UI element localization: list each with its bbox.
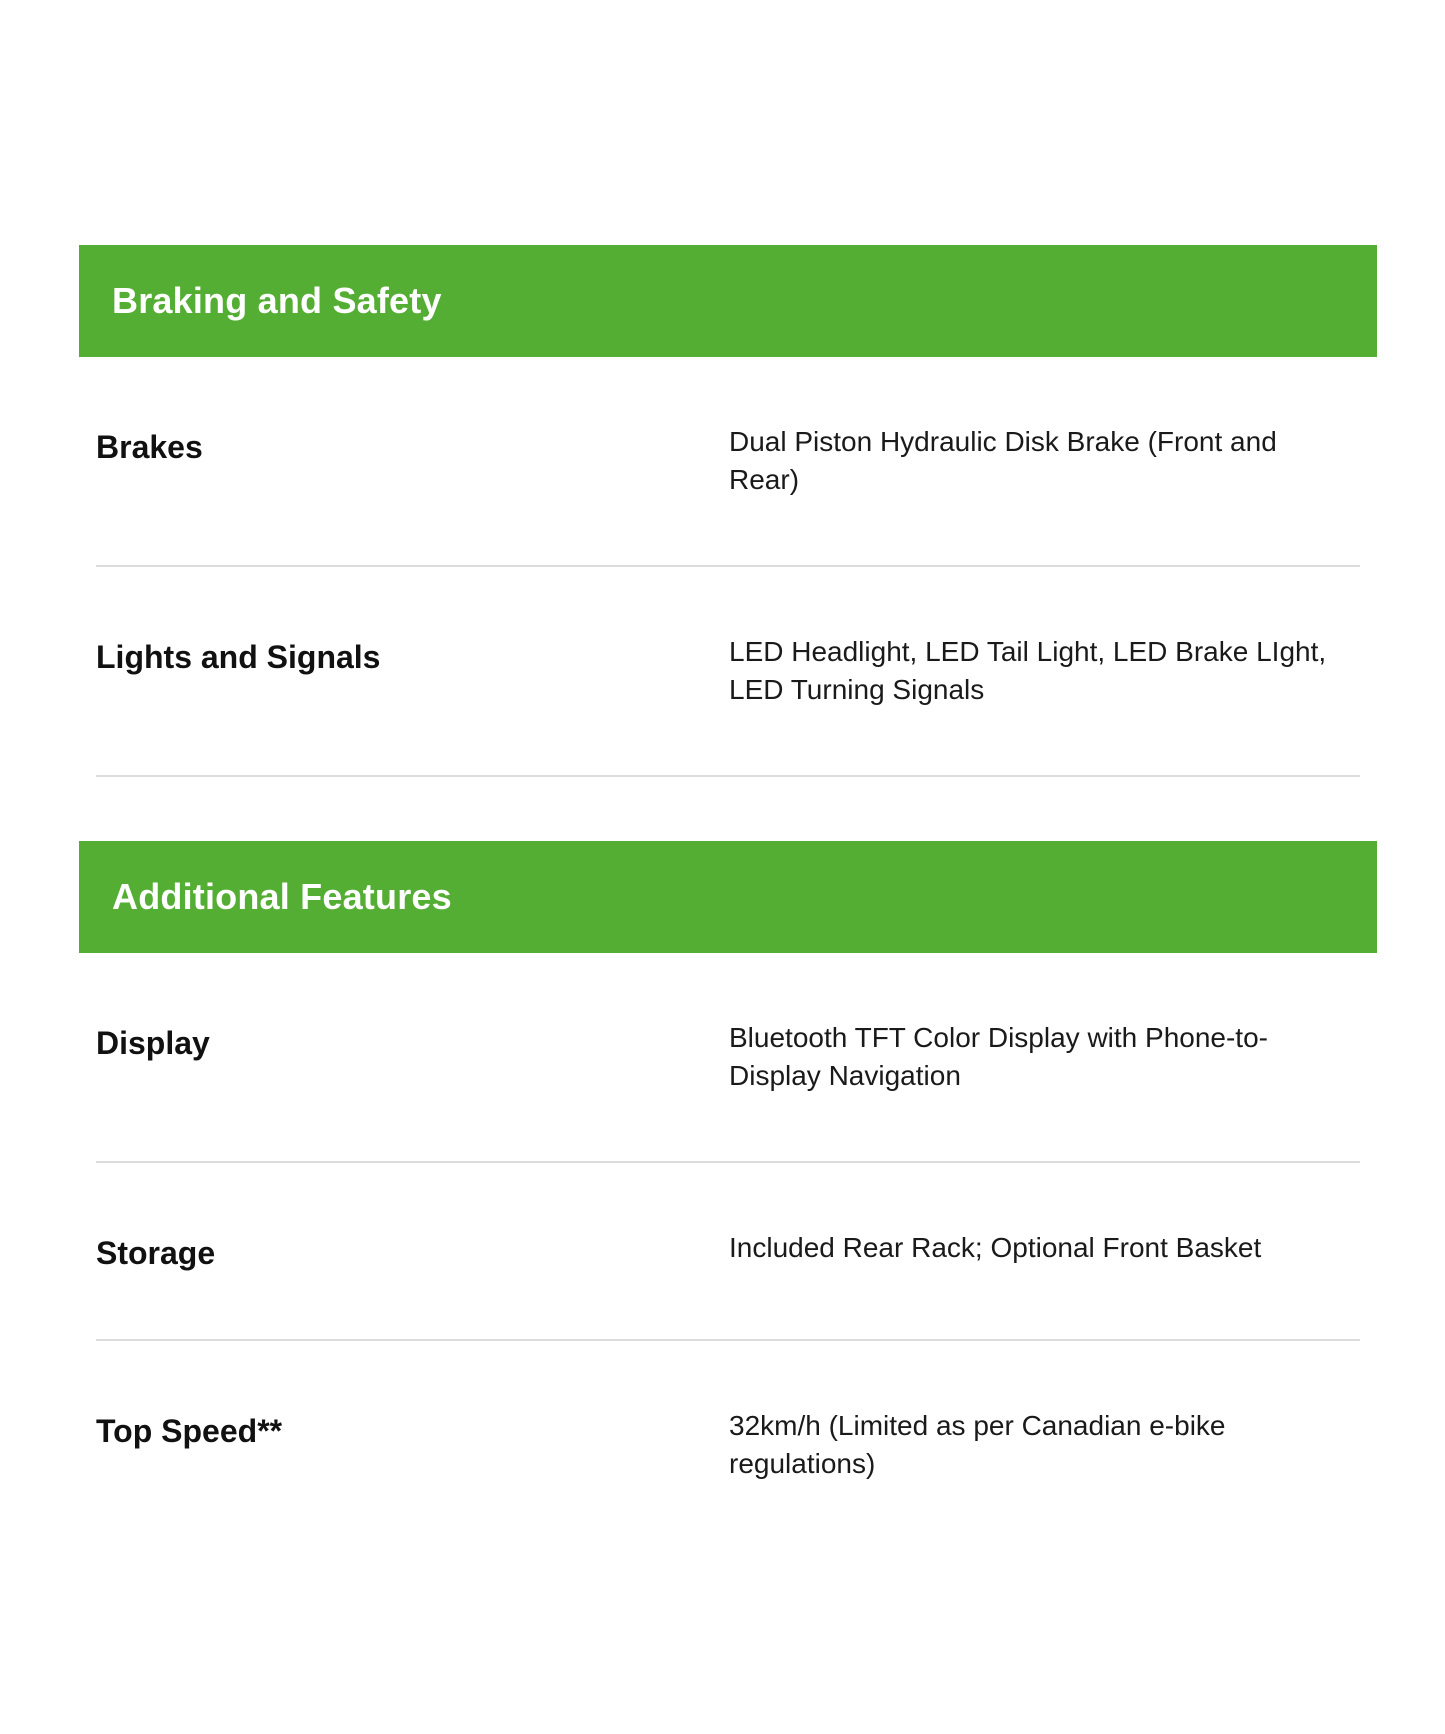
spec-row-display xyxy=(96,953,1360,1163)
spec-value: Dual Piston Hydraulic Disk Brake (Front and Rear) xyxy=(729,426,1277,495)
section-gap xyxy=(79,777,1377,841)
spec-value: Bluetooth TFT Color Display with Phone-to-Display Navigation xyxy=(729,1022,1268,1091)
spec-rows xyxy=(96,357,1360,777)
spec-value: 32km/h (Limited as per Canadian e-bike regulations) xyxy=(729,1410,1226,1479)
section-additional-features xyxy=(79,841,1377,1541)
spec-label: Storage xyxy=(96,1235,216,1271)
spec-row-storage xyxy=(96,1163,1360,1341)
section-braking-and-safety xyxy=(79,245,1377,777)
section-header: Additional Features xyxy=(79,841,1377,953)
spec-row-lights-and-signals xyxy=(96,567,1360,777)
spec-value: LED Headlight, LED Tail Light, LED Brake LIght, LED Turning Signals xyxy=(729,636,1327,705)
spec-label: Brakes xyxy=(96,429,203,465)
spec-value: Included Rear Rack; Optional Front Basket xyxy=(729,1232,1262,1263)
spec-label: Top Speed** xyxy=(96,1413,283,1449)
section-header: Braking and Safety xyxy=(79,245,1377,357)
spec-label: Lights and Signals xyxy=(96,639,381,675)
spec-rows xyxy=(96,953,1360,1541)
spec-row-top-speed xyxy=(96,1341,1360,1541)
spec-table xyxy=(79,245,1377,1541)
spec-label: Display xyxy=(96,1025,210,1061)
spec-row-brakes xyxy=(96,357,1360,567)
